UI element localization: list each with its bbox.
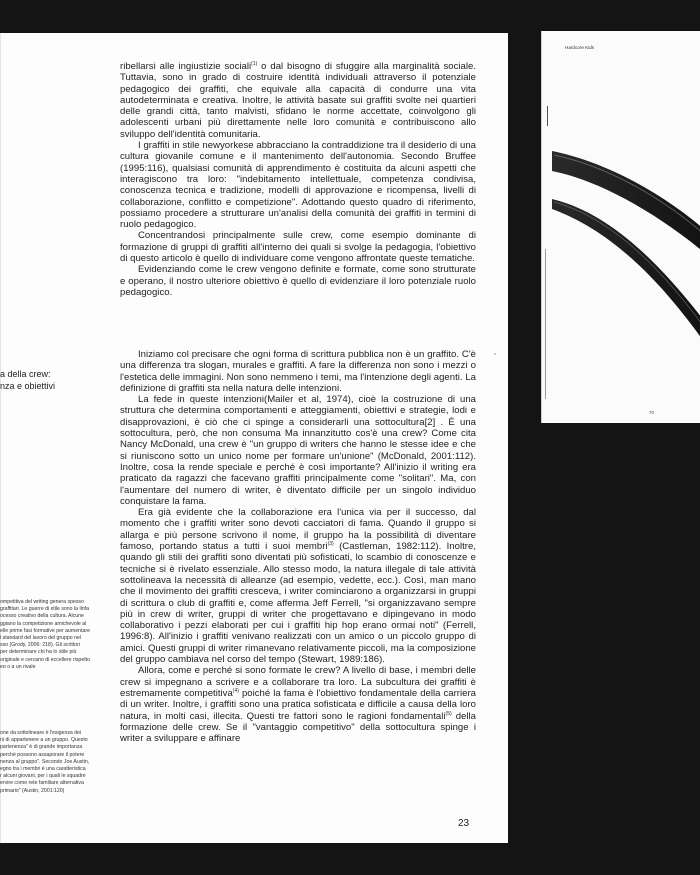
note-line: partenenza" è di grande importanza bbox=[0, 744, 83, 751]
paragraph bbox=[120, 507, 476, 665]
right-page bbox=[541, 31, 700, 423]
note-line: perché possono assaporare il potere bbox=[0, 751, 85, 758]
note-line: ggiano la competizione amichevole al bbox=[0, 620, 87, 627]
paragraph: Iniziamo col precisare che ogni forma di scrittura pubblica non è un graffito. C'è una differenza tra slogan, murales e graffiti. A fare la differenza non sono i mezzi o l'estetica delle immagini. Non sono nemmeno i temi, ma l'intenzione degli agenti. La definizione di graffiti sta nella natura delle intenzioni. bbox=[120, 349, 476, 394]
section-heading-line: nza e obiettivi bbox=[0, 380, 56, 391]
note-line: l standard del lavoro del gruppo nel bbox=[0, 635, 82, 642]
section-heading bbox=[0, 369, 110, 392]
paragraph bbox=[120, 61, 476, 140]
paragraph: Evidenziando come le crew vengono definite e formate, come sono strutturate e operano, il nostro ulteriore obiettivo è quello di evidenziare il loro potenziale ruolo pedagogico. bbox=[120, 264, 476, 298]
side-note-block bbox=[0, 730, 108, 795]
footnote-ref: (4) bbox=[232, 687, 239, 694]
note-line: originale e cercano di eccellere rispetto bbox=[0, 656, 90, 663]
brush-stroke-image bbox=[542, 31, 700, 423]
text-run: della formazione delle crew. Se il "vantaggio competitivo" della sottocultura spinge i writer a sviluppare e affinare bbox=[120, 710, 476, 745]
print-mark bbox=[494, 353, 496, 355]
page-edge-line bbox=[545, 249, 546, 399]
note-line: ni di appartenere a un gruppo. Questo bbox=[0, 737, 88, 744]
text-run: Allora, come e perché si sono formate le crew? A livello di base, i membri delle crew si impegnano a scrivere e a collaborare tra loro. La subcultura dei graffiti è estremamente competitiva bbox=[120, 665, 476, 699]
paragraph: Concentrandosi principalmente sulle crew, come esempio dominante di formazione di gruppi di graffiti all'interno dei quali si svolge la pedagogia, l'obiettivo di questo articolo è quello di individuare come vengono affrontate queste tematiche. bbox=[120, 230, 476, 265]
main-text-column-top bbox=[120, 61, 476, 298]
main-text-column-bottom bbox=[120, 349, 476, 744]
side-note-block bbox=[0, 599, 108, 671]
note-line: egno tra i membri è una caratteristica bbox=[0, 766, 86, 773]
note-line: eo o a un rivale bbox=[0, 663, 36, 670]
text-run: Era già evidente che la collaborazione era l'unica via per il successo, dal momento che i graffiti writer sono devoti cacciatori di fama. Quando il gruppo si allarga e più persone scrivono il nome, il gruppo ha la possibilità di diventare famoso, portando status a tutti i suoi membri bbox=[120, 507, 476, 553]
page-number: 23 bbox=[458, 818, 470, 829]
text-run: poiché la fama è l'obiettivo fondamentale della carriera di un writer. Inoltre, i graffiti sono una pratica sofisticata e difficile a causa della loro natura, in molti casi, illecita. Questi tre fattori sono le ragioni fondamentali bbox=[120, 687, 477, 722]
note-line: ompetitiva del writing genera spesso bbox=[0, 599, 84, 605]
paragraph: I graffiti in stile newyorkese abbracciano la contraddizione tra il desiderio di una cultura giovanile comune e il mantenimento dell'autonomia. Secondo Bruffee (1995:116), qualsiasi comunità di apprendimento è costituita da alcuni aspetti che interagiscono tra loro: "indebitamento intellettuale, competenza condivisa, conoscenza tecnica e tradizione, modelli di approvazione e ricompensa, livelli di collaborazione, conflitto e competizione". Adottando questo quadro di riferimento, possiamo procedere a strutturare un'analisi della comunità dei graffiti in termini di ruolo pedagogico. bbox=[120, 140, 476, 231]
text-run: o dal bisogno di sfuggire alla marginalità sociale. Tuttavia, sono in grado di costruire identità individuali attraverso il potenziale pedagogico dei graffiti, che equivale alla capacità di condurre una vita autodeterminata e creativa. Inoltre, le attività basate sui graffiti svolte nei quartieri delle grandi città, tanto malvisti, sfidano le norme accettate, coinvolgono gli adolescenti urbani più direttamente nelle loro comunità e contribuiscono allo sviluppo dell'identità comunitaria. bbox=[120, 61, 476, 140]
section-heading-line: a della crew: bbox=[0, 369, 51, 379]
footnote-ref: (5) bbox=[445, 710, 452, 717]
note-line: one da sottolineare è l'esigenza dei bbox=[0, 730, 82, 736]
paragraph bbox=[120, 665, 476, 744]
page-edge-mark bbox=[547, 106, 548, 126]
note-line: ervire come rete familiare alternativa bbox=[0, 780, 84, 787]
footnote-ref: (1) bbox=[251, 60, 258, 67]
note-line: graffitari. Le guerre di stile sono la linfa bbox=[0, 606, 90, 613]
note-line: nenza al gruppo". Secondo Joe Austin, bbox=[0, 758, 90, 765]
note-line: sso (Grody, 2006: 218). Gli scrittori bbox=[0, 642, 81, 649]
running-head: Hardcore Kids bbox=[565, 45, 595, 50]
note-line: ocesso creativo della cultura. Alcune bbox=[0, 613, 84, 620]
footnote-ref: (3) bbox=[327, 540, 334, 547]
note-line: primario" (Austin, 2001:120) bbox=[0, 787, 65, 794]
paragraph: La fede in queste intenzioni(Mailer et al, 1974), cioè la costruzione di una struttura che determina comportamenti e atteggiamenti, obiettivi e strategie, lodi e disapprovazioni, è ciò che ci spinge a considerarli una sottocultura[2] . È una sottocultura, però, che non consuma Ma innanzitutto cos'è una crew? Come cita Nancy McDonald, una crew è "un gruppo di writers che hanno le stesse idee e che si riuniscono sotto un unico nome per formare un'unione" (McDonald, 2001:112). Inoltre, cosa la rende speciale e perché è così importante? All'inizio il writing era praticato da ragazzi che facevano graffiti principalmente come "solitari". Ma, con l'aumentare del numero di writer, è diventato difficile per un singolo individuo conquistare la fama. bbox=[120, 394, 476, 507]
note-line: per determinare chi ha lo stile più bbox=[0, 649, 77, 656]
left-page bbox=[0, 33, 508, 843]
note-line: elle prime fasi formative per aumentare bbox=[0, 627, 90, 634]
page-number: 70 bbox=[649, 410, 654, 415]
note-line: r alcuni giovani, per i quali le squadre bbox=[0, 773, 86, 780]
text-run: (Castleman, 1982:112). Inoltre, quando gli stili dei graffiti sono diventati più sofisticati, lo scambio di conoscenze e tecniche si è rivelato essenziale. Allo stesso modo, la natura illegale di tale attività sottolineava la necessità di alleanze (ad esempio, vedette, ecc.). Così, man mano che il movimento dei graffiti cresceva, i writer cominciarono a organizzarsi in gruppi di scrittura o club di graffiti e, come afferma Jeff Ferrell, "si organizzavano sempre più in crew di writer, gruppi di writer che progettavano e dipingevano in modo collaborativo i pezzi elaborati per cui i graffiti hip hop erano ormai noti" (Ferrell, 1996:8). All'inizio i graffiti venivano realizzati con un amico o un piccolo gruppo di amici. Questi gruppi di writer rimanevano relativamente piccoli, ma la composizione del gruppo cambiava nel corso del tempo (Stewart, 1989:186). bbox=[120, 541, 476, 666]
text-run: ribellarsi alle ingiustizie sociali bbox=[120, 61, 252, 72]
